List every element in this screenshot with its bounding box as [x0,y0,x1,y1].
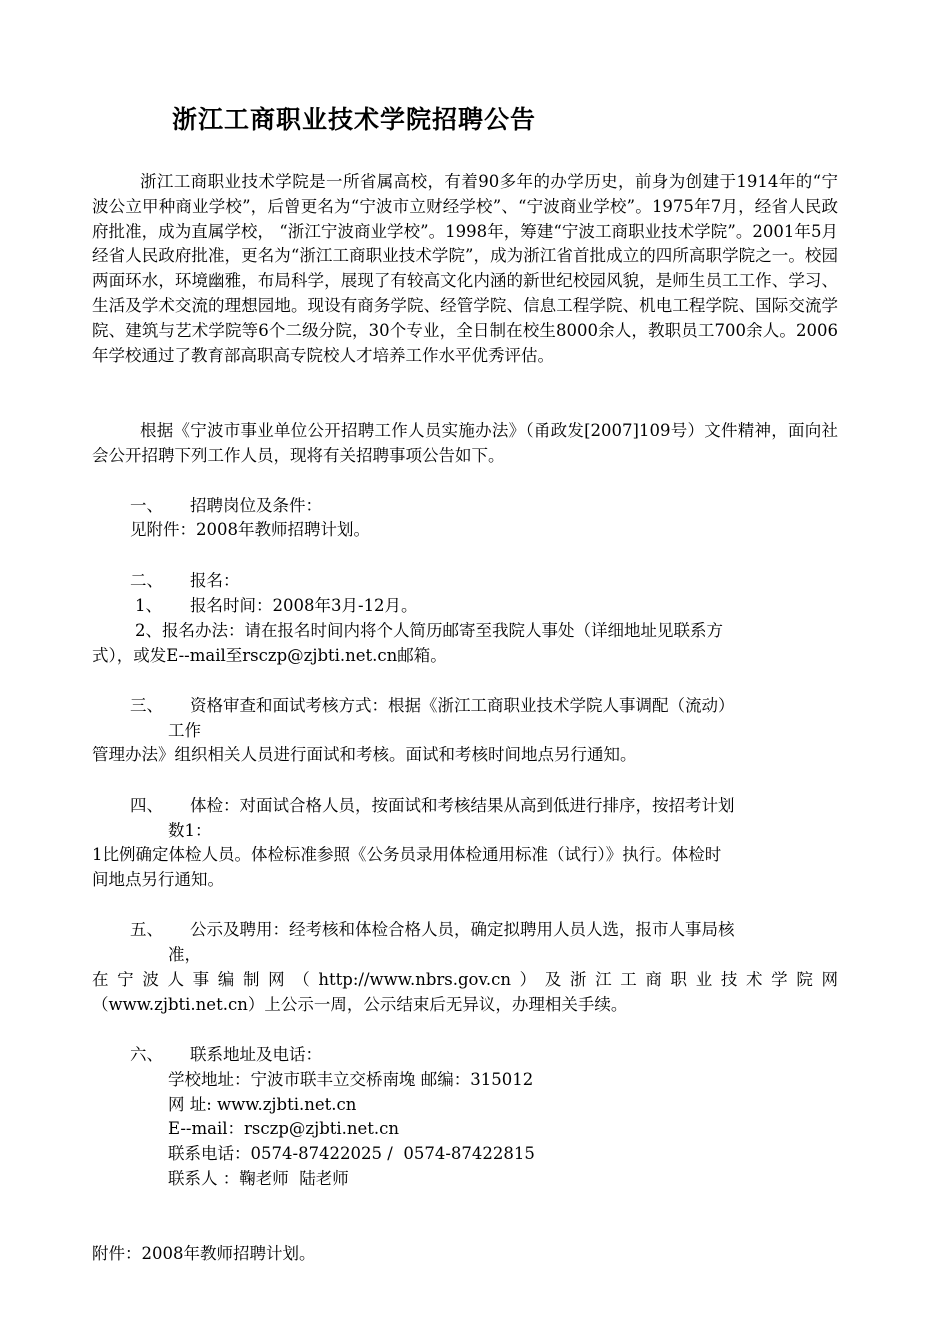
section-4-line-2: 数1： [168,821,212,840]
section-5-line-2: 准， [168,945,201,964]
section-6-heading [130,1043,322,1067]
section-6-number: 六、 [130,1045,163,1064]
section-5-line-1 [130,918,735,942]
basis-paragraph: 根据《宁波市事业单位公开招聘工作人员实施办法》（甬政发[2007]109号）文件精神，面向社会公开招聘下列工作人员，现将有关招聘事项公告如下。 [92,421,838,465]
section-2-item-2-line-1: 2、报名办法：请在报名时间内将个人简历邮寄至我院人事处（详细地址见联系方 [135,621,723,640]
section-2-heading [130,569,240,593]
intro-paragraph: 浙江工商职业技术学院是一所省属高校，有着90多年的办学历史，前身为创建于1914年的“宁波公立甲种商业学校”，后曾更名为“宁波市立财经学校”、“宁波商业学校”。1975年7月，经省人民政府批准，成为直属学校， “浙江宁波商业学校”。1998年，筹建“宁波工商职业技术学院”。2001年5月经省人民政府批准，更名为“浙江工商职业技术学院”，成为浙江省首批成立的四所高职学院之一。校园两面环水，环境幽雅，布局科学，展现了有较高文化内涵的新世纪校园风貌，是师生员工工作、学习、生活及学术交流的理想园地。现设有商务学院、经管学院、信息工程学院、机电工程学院、国际交流学院、建筑与艺术学院等6个二级分院，30个专业，全日制在校生8000余人，教职员工700余人。2006年学校通过了教育部高职高专院校人才培养工作水平优秀评估。 [92,172,838,365]
section-2-title: 报名： [190,571,240,590]
contact-person: 联系人 ：鞠老师 陆老师 [168,1169,349,1188]
section-3-text-1: 资格审查和面试考核方式：根据《浙江工商职业技术学院人事调配（流动） [190,696,735,715]
section-3-line-1 [130,694,735,718]
section-4-line-3: 1比例确定体检人员。体检标准参照《公务员录用体检通用标准（试行）》执行。体检时 [92,845,722,864]
section-2-item-2-line-2: 式），或发E--mail至rsczp@zjbti.net.cn邮箱。 [92,646,447,665]
section-1-number: 一、 [130,496,163,515]
section-2-item-1-number: 1、 [135,596,162,615]
section-3-line-3: 管理办法》组织相关人员进行面试和考核。面试和考核时间地点另行通知。 [92,745,637,764]
section-1-title: 招聘岗位及条件： [190,496,322,515]
section-5-line-3: 在宁波人事编制网（http://www.nbrs.gov.cn）及浙江工商职业技术学院网 [92,970,838,989]
section-4-text-1: 体检：对面试合格人员，按面试和考核结果从高到低进行排序，按招考计划 [190,796,735,815]
attachment-note: 附件：2008年教师招聘计划。 [92,1244,316,1263]
section-5-line-4: （www.zjbti.net.cn）上公示一周，公示结束后无异议，办理相关手续。 [92,995,628,1014]
section-2-item-1-text: 报名时间：2008年3月-12月。 [190,596,418,615]
section-1-heading [130,494,322,518]
section-6-title: 联系地址及电话： [190,1045,322,1064]
contact-phone: 联系电话：0574-87422025 / 0574-87422815 [168,1144,535,1163]
section-3-number: 三、 [130,696,163,715]
section-4-number: 四、 [130,796,163,815]
section-4-line-4: 间地点另行通知。 [92,870,224,889]
contact-address: 学校地址：宁波市联丰立交桥南堍 邮编：315012 [168,1070,534,1089]
section-3-line-2: 工作 [168,721,201,740]
contact-email: E--mail：rsczp@zjbti.net.cn [168,1119,400,1138]
section-2-number: 二、 [130,571,163,590]
section-5-number: 五、 [130,920,163,939]
contact-website: 网 址: www.zjbti.net.cn [168,1095,357,1114]
document-title: 浙江工商职业技术学院招聘公告 [172,105,537,134]
section-5-text-1: 公示及聘用：经考核和体检合格人员，确定拟聘用人员人选，报市人事局核 [190,920,735,939]
section-2-item-1 [135,594,418,618]
section-1-body: 见附件：2008年教师招聘计划。 [130,520,370,539]
section-4-line-1 [130,794,735,818]
